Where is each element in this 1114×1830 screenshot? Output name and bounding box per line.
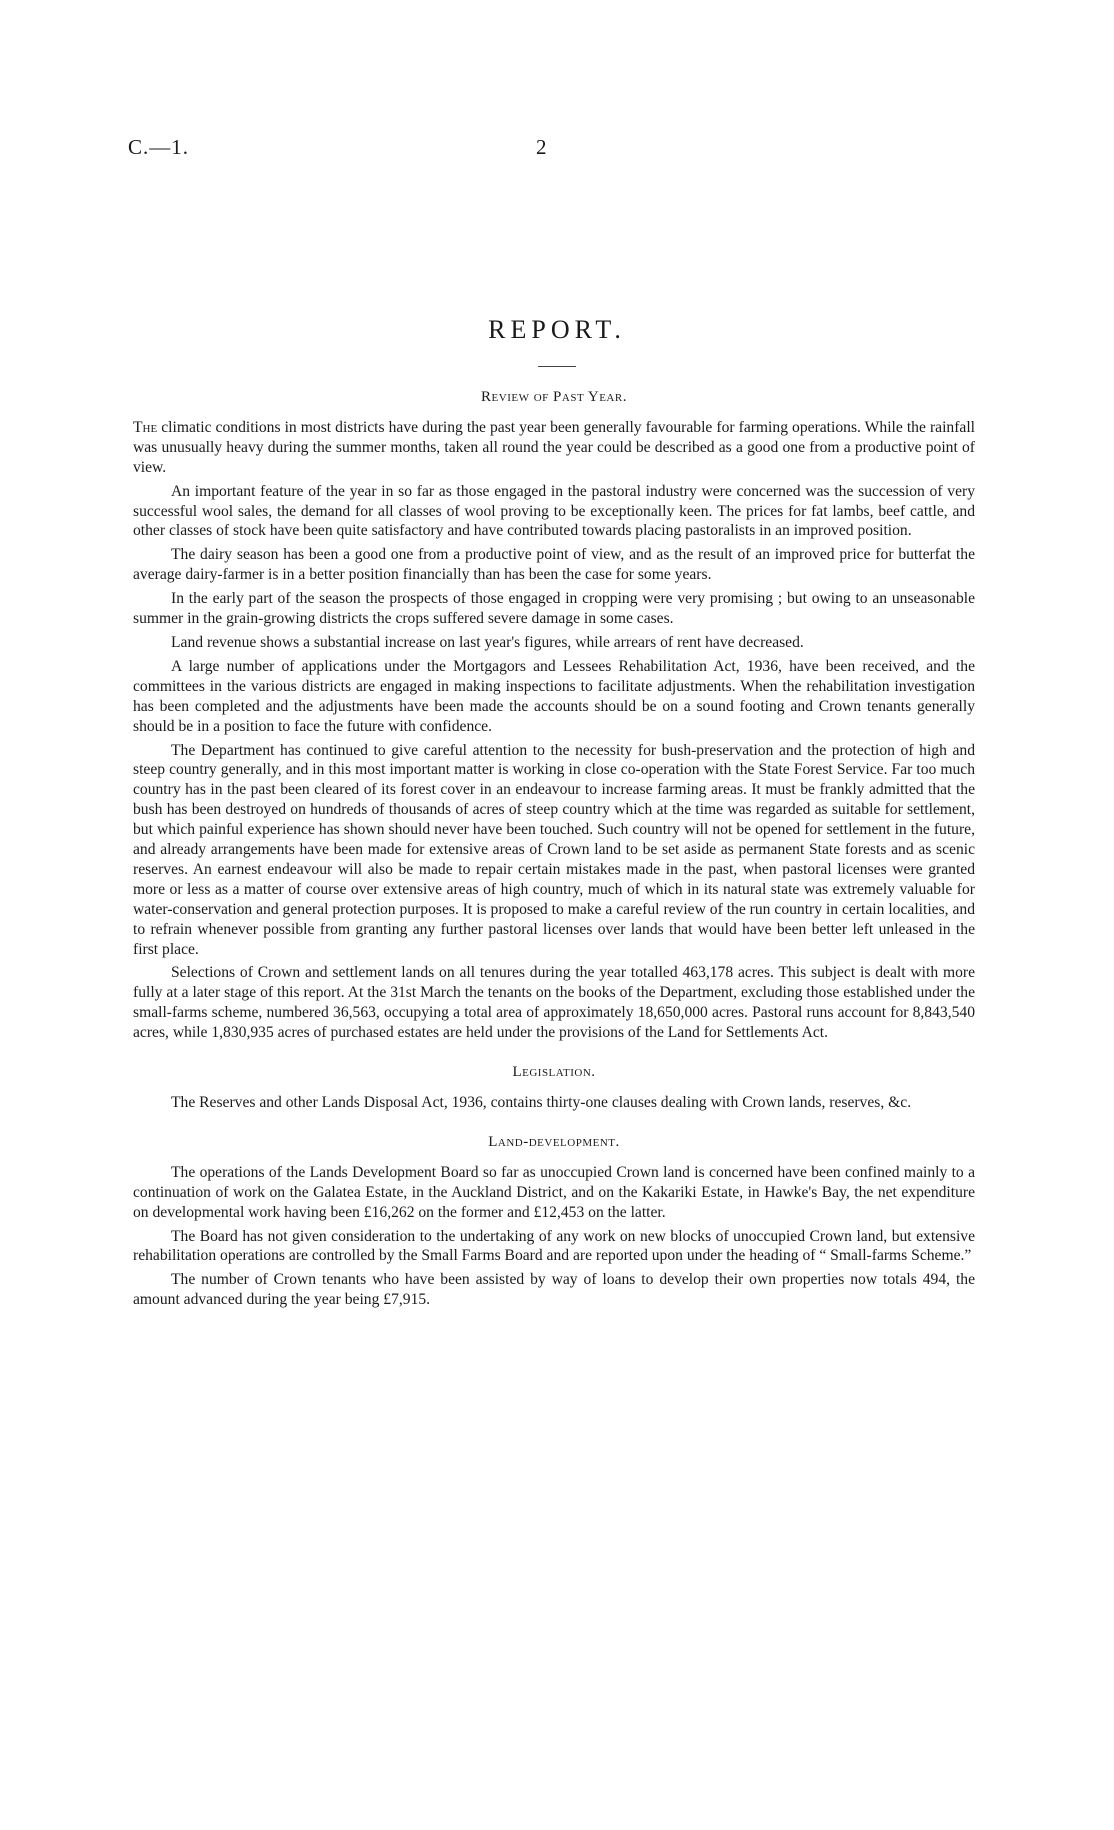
land-development-paragraph-2: The Board has not given consideration to the undertaking of any work on new blocks of unoccupied Crown land, but extensive rehabilitation operations are controlled by the Small Farms Board and are reported upon under the heading of “ Small-farms Scheme.”: [133, 1227, 975, 1265]
review-paragraph-5: Land revenue shows a substantial increase on last year's figures, while arrears of rent have decreased.: [171, 633, 804, 651]
report-title: REPORT.: [488, 315, 626, 344]
page-number: 2: [536, 135, 547, 159]
review-paragraph-3: The dairy season has been a good one from a productive point of view, and as the result of an improved price for butterfat the average dairy-farmer is in a better position financially than has been the case for some years.: [133, 546, 975, 584]
page-header: [0, 135, 1114, 165]
land-development-paragraph-3: The number of Crown tenants who have been assisted by way of loans to develop their own properties now totals 494, the amount advanced during the year being £7,915.: [133, 1271, 975, 1309]
review-paragraph-2: An important feature of the year in so far as those engaged in the pastoral industry were concerned was the succession of very successful wool sales, the demand for all classes of wool proving to be exceptionally keen. The prices for fat lambs, beef cattle, and other classes of stock have been quite satisfactory and have contributed towards placing pastoralists in an improved position.: [133, 482, 975, 540]
review-paragraph-1: [133, 418, 975, 478]
land-development-heading: Land-development.: [488, 1133, 620, 1150]
lead-word: The: [133, 418, 158, 436]
title-rule: [538, 366, 576, 367]
review-paragraph-6: A large number of applications under the Mortgagors and Lessees Rehabilitation Act, 1936, have been received, and the committees in the various districts are engaged in making inspections to facilitate adjustments. When the rehabilitation investigation has been completed and the adjustments have been made the accounts should be on a sound footing and Crown tenants generally should be in a position to face the future with confidence.: [133, 657, 975, 735]
review-paragraph-7: The Department has continued to give careful attention to the necessity for bush-preservation and the protection of high and steep country generally, and in this most important matter is working in close co-operation with the State Forest Service. Far too much country has in the past been cleared of its forest cover in an endeavour to increase farming areas. It must be frankly admitted that the bush has been destroyed on hundreds of thousands of acres of steep country which at the time was regarded as suitable for settlement, but which painful experience has shown should never have been touched. Such country will not be opened for settlement in the future, and already arrangements have been made for extensive areas of Crown land to be set aside as permanent State forests and as scenic reserves. An earnest endeavour will also be made to repair certain mistakes made in the past, when pastoral licenses were granted more or less as a matter of course over extensive areas of high country, much of which in its natural state was extremely valuable for water-conservation and general protection purposes. It is proposed to make a careful review of the run country in certain localities, and to refrain whenever possible from granting any further pastoral licenses over lands that would have been better left unleased in the first place.: [133, 741, 975, 958]
review-paragraph-8: Selections of Crown and settlement lands on all tenures during the year totalled 463,178 acres. This subject is dealt with more fully at a later stage of this report. At the 31st March the tenants on the books of the Department, excluding those established under the small-farms scheme, numbered 36,563, occupying a total area of approximately 18,650,000 acres. Pastoral runs account for 8,843,540 acres, while 1,830,935 acres of purchased estates are held under the provisions of the Land for Settlements Act.: [133, 964, 975, 1042]
legislation-paragraph-1: The Reserves and other Lands Disposal Act, 1936, contains thirty-one clauses dealing with Crown lands, reserves, &c.: [171, 1094, 912, 1111]
review-paragraph-1-text: climatic conditions in most districts have during the past year been generally favourable for farming operations. While the rainfall was unusually heavy during the summer months, taken all round the year could be described as a good one from a productive point of view.: [133, 418, 975, 476]
land-development-paragraph-1: The operations of the Lands Development Board so far as unoccupied Crown land is concerned have been confined mainly to a continuation of work on the Galatea Estate, in the Auckland District, and on the Kakariki Estate, in Hawke's Bay, the net expenditure on developmental work having been £16,262 on the former and £12,453 on the latter.: [133, 1163, 975, 1221]
legislation-heading: Legislation.: [512, 1064, 596, 1081]
document-reference: C.—1.: [128, 135, 190, 159]
review-of-past-year-heading: Review of Past Year.: [481, 389, 627, 405]
report-body: [133, 388, 975, 1314]
review-paragraph-4: In the early part of the season the prospects of those engaged in cropping were very promising ; but owing to an unseasonable summer in the grain-growing districts the crops suffered severe damage in some cases.: [133, 590, 975, 628]
